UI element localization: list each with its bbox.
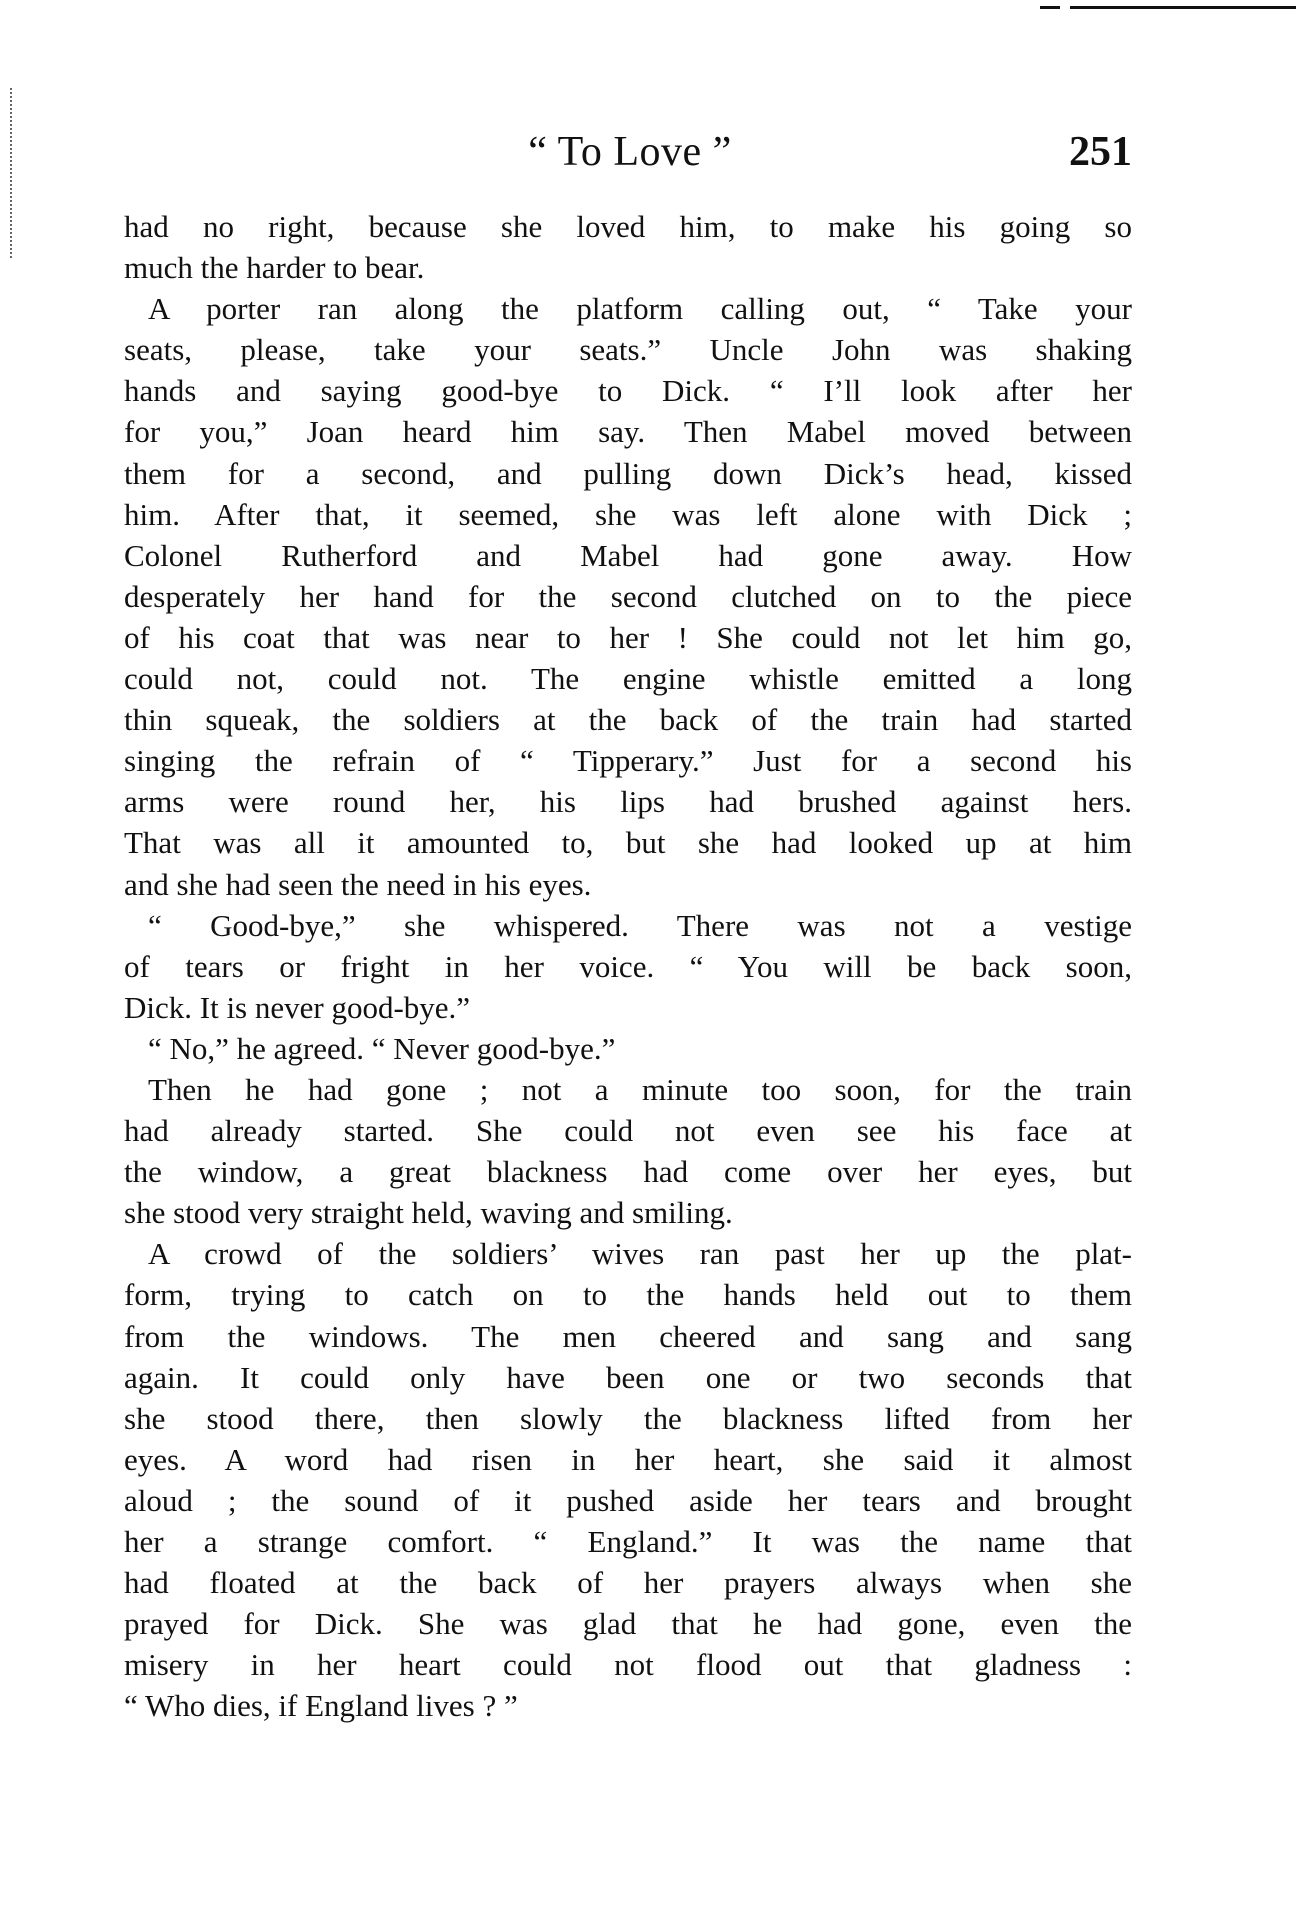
text-line: form, trying to catch on to the hands held out to them (124, 1277, 1132, 1313)
text-line: “ Who dies, if England lives ? ” (124, 1688, 518, 1724)
text-line: she stood there, then slowly the blackness lifted from her (124, 1400, 1132, 1436)
text-line: arms were round her, his lips had brushed against hers. (124, 784, 1132, 820)
text-line: A crowd of the soldiers’ wives ran past her up the plat- (148, 1236, 1132, 1272)
text-line: A porter ran along the platform calling out, “ Take your (148, 291, 1132, 327)
text-line: hands and saying good-bye to Dick. “ I’ll look after her (124, 373, 1132, 409)
text-line: “ No,” he agreed. “ Never good-bye.” (148, 1030, 616, 1066)
text-line: the window, a great blackness had come over her eyes, but (124, 1154, 1132, 1190)
text-line: of his coat that was near to her ! She could not let him go, (124, 619, 1132, 655)
text-line: “ Good-bye,” she whispered. There was not a vestige (148, 907, 1132, 943)
scan-edge-mark (1040, 6, 1060, 9)
text-line: again. It could only have been one or two seconds that (124, 1359, 1132, 1395)
running-header-title: “ To Love ” (528, 129, 732, 175)
text-line: him. After that, it seemed, she was left alone with Dick ; (124, 496, 1132, 532)
text-line: Dick. It is never good-bye.” (124, 989, 471, 1025)
text-line: her a strange comfort. “ England.” It was the name that (124, 1524, 1132, 1559)
text-line: much the harder to bear. (124, 250, 425, 286)
text-line: prayed for Dick. She was glad that he had gone, even the (124, 1606, 1132, 1642)
page-number: 251 (1069, 129, 1132, 175)
text-line: had already started. She could not even see his face at (124, 1113, 1132, 1149)
text-line: eyes. A word had risen in her heart, she said it almost (124, 1441, 1132, 1477)
page-body-text (124, 206, 1132, 1726)
text-line: Then he had gone ; not a minute too soon, for the train (148, 1071, 1132, 1107)
text-line: could not, could not. The engine whistle emitted a long (124, 661, 1132, 697)
text-line: Colonel Rutherford and Mabel had gone away. How (124, 537, 1132, 573)
scan-edge-mark (1070, 6, 1296, 9)
text-line: of tears or fright in her voice. “ You will be back soon, (124, 948, 1132, 984)
text-line: and she had seen the need in his eyes. (124, 866, 592, 902)
text-line: seats, please, take your seats.” Uncle John was shaking (124, 332, 1132, 368)
text-line: misery in her heart could not flood out that gladness : (124, 1647, 1132, 1683)
scan-margin-mark (10, 88, 14, 258)
text-line: aloud ; the sound of it pushed aside her tears and brought (124, 1482, 1132, 1518)
text-line: had floated at the back of her prayers always when she (124, 1565, 1132, 1601)
text-line: had no right, because she loved him, to make his going so (124, 209, 1132, 244)
text-line: thin squeak, the soldiers at the back of the train had started (124, 702, 1132, 738)
text-line: for you,” Joan heard him say. Then Mabel moved between (124, 414, 1132, 450)
text-line: from the windows. The men cheered and sang and sang (124, 1318, 1132, 1354)
text-line: she stood very straight held, waving and smiling. (124, 1195, 733, 1231)
text-line: singing the refrain of “ Tipperary.” Just for a second his (124, 743, 1132, 779)
text-line: desperately her hand for the second clutched on to the piece (124, 578, 1132, 614)
text-line: That was all it amounted to, but she had looked up at him (124, 825, 1132, 861)
text-line: them for a second, and pulling down Dick’s head, kissed (124, 455, 1132, 491)
